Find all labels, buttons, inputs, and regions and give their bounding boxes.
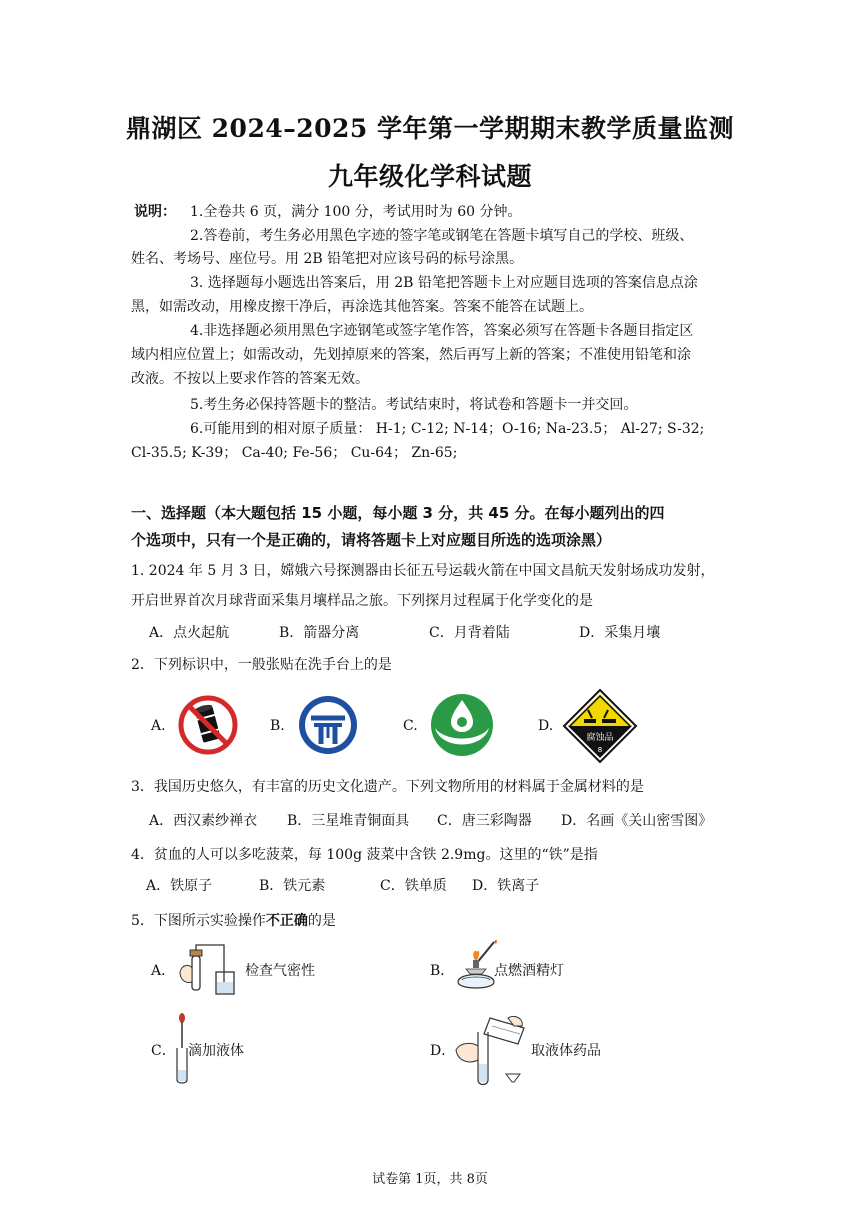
instruction-4b: 域内相应位置上；如需改动，先划掉原来的答案，然后再写上新的答案；不准使用铅笔和涂 (131, 347, 691, 363)
q5-op-c-letter: C． (151, 1043, 176, 1059)
q4-option-c: C．铁单质 (380, 878, 447, 894)
q5-op-c-text: 滴加液体 (188, 1043, 244, 1059)
instruction-4c: 改液。不按以上要求作答的答案无效。 (131, 371, 369, 387)
corrosive-sign-number: 8 (597, 746, 603, 754)
q1-stem-line1: 1. 2024 年 5 月 3 日，嫦娥六号探测器由长征五号运载火箭在中国文昌航天发射场成功发射， (131, 563, 715, 579)
instruction-4a: 4.非选择题必须用黑色字迹钢笔或签字笔作答，答案必须写在答题卡各题目指定区 (190, 323, 694, 339)
q2-label-d: D. (538, 718, 554, 734)
q1-option-c: C．月背着陆 (429, 625, 510, 641)
instruction-5: 5.考生务必保持答题卡的整洁。考试结束时，将试卷和答题卡一并交回。 (190, 397, 638, 413)
q5-op-b-letter: B． (430, 963, 455, 979)
corrosive-sign-text: 腐蚀品 (586, 733, 614, 743)
q4-options (146, 877, 539, 895)
q5-stem-emphasis: 不正确 (265, 913, 308, 929)
pour-liquid-reagent-icon (452, 1014, 532, 1088)
instruction-3b: 黑，如需改动，用橡皮擦干净后，再涂选其他答案。答案不能答在试题上。 (131, 299, 593, 315)
q3-stem: 3．我国历史悠久，有丰富的历史文化遗产。下列文物所用的材料属于金属材料的是 (131, 779, 644, 795)
exam-title-line2: 九年级化学科试题 (327, 162, 532, 191)
airtightness-check-apparatus-icon (176, 942, 246, 998)
q4-option-b: B．铁元素 (259, 878, 326, 894)
q3-option-a: A．西汉素纱禅衣 (149, 813, 258, 829)
water-drop-sign-icon (429, 692, 495, 758)
q5-op-d-letter: D． (430, 1043, 456, 1059)
q1-options (149, 624, 660, 642)
q2-label-c: C. (403, 718, 418, 734)
section-heading-line2: 个选项中，只有一个是正确的，请将答题卡上对应题目所选的选项涂黑） (131, 531, 612, 549)
instruction-6b: Cl-35.5; K-39； Ca-40; Fe-56； Cu-64； Zn-65; (131, 445, 458, 461)
instruction-1 (134, 203, 734, 221)
q5-op-a-letter: A． (151, 963, 176, 979)
q5-op-a-text: 检查气密性 (245, 963, 315, 979)
no-oil-drum-sign-icon (177, 694, 239, 756)
q4-stem: 4．贫血的人可以多吃菠菜，每 100g 菠菜中含铁 2.9mg。这里的“铁”是指 (131, 847, 598, 863)
q3-option-d: D．名画《关山密雪图》 (561, 813, 713, 829)
q5-stem-before: 5．下图所示实验操作 (131, 913, 266, 929)
q5-stem-after: 的是 (307, 913, 336, 929)
section-heading-line1: 一、选择题（本大题包括 15 小题，每小题 3 分，共 45 分。在每小题列出的四 (131, 504, 665, 522)
q3-option-b: B．三星堆青铜面具 (287, 813, 410, 829)
q2-stem: 2．下列标识中，一般张贴在洗手台上的是 (131, 657, 392, 673)
exam-title-line1: 鼎湖区 2024–2025 学年第一学期期末教学质量监测 (125, 114, 735, 143)
instruction-text: 1.全卷共 6 页，满分 100 分，考试用时为 60 分钟。 (190, 204, 522, 220)
q5-op-d-text: 取液体药品 (531, 1043, 601, 1059)
q2-label-a: A. (151, 718, 166, 734)
corrosive-hazard-sign-icon (562, 688, 638, 764)
q1-option-b: B．箭器分离 (279, 625, 360, 641)
page-footer: 试卷第 1页，共 8页 (372, 1172, 488, 1187)
q4-option-a: A．铁原子 (146, 878, 213, 894)
q2-label-b: B. (270, 718, 285, 734)
q3-option-c: C．唐三彩陶器 (437, 813, 532, 829)
instruction-label: 说明： (134, 204, 176, 220)
q1-option-a: A．点火起航 (149, 625, 230, 641)
q3-options (149, 812, 712, 830)
q5-op-b-text: 点燃酒精灯 (494, 963, 564, 979)
q4-option-d: D．铁离子 (472, 878, 540, 894)
q1-stem-line2: 开启世界首次月球背面采集月壤样品之旅。下列探月过程属于化学变化的是 (131, 593, 593, 609)
instruction-2b: 姓名、考场号、座位号。用 2B 铅笔把对应该号码的标号涂黑。 (131, 251, 524, 267)
q1-option-d: D．采集月壤 (579, 625, 661, 641)
q5-stem (131, 912, 731, 930)
instruction-3a: 3. 选择题每小题选出答案后，用 2B 铅笔把答题卡上对应题目选项的答案信息点涂 (190, 275, 698, 291)
water-saving-sign-icon (297, 694, 359, 756)
instruction-6a: 6.可能用到的相对原子质量： H-1; C-12; N-14；O-16; Na-23.5； Al-27; S-32; (190, 421, 705, 437)
instruction-2a: 2.答卷前，考生务必用黑色字迹的签字笔或钢笔在答题卡填写自己的学校、班级、 (190, 228, 694, 244)
